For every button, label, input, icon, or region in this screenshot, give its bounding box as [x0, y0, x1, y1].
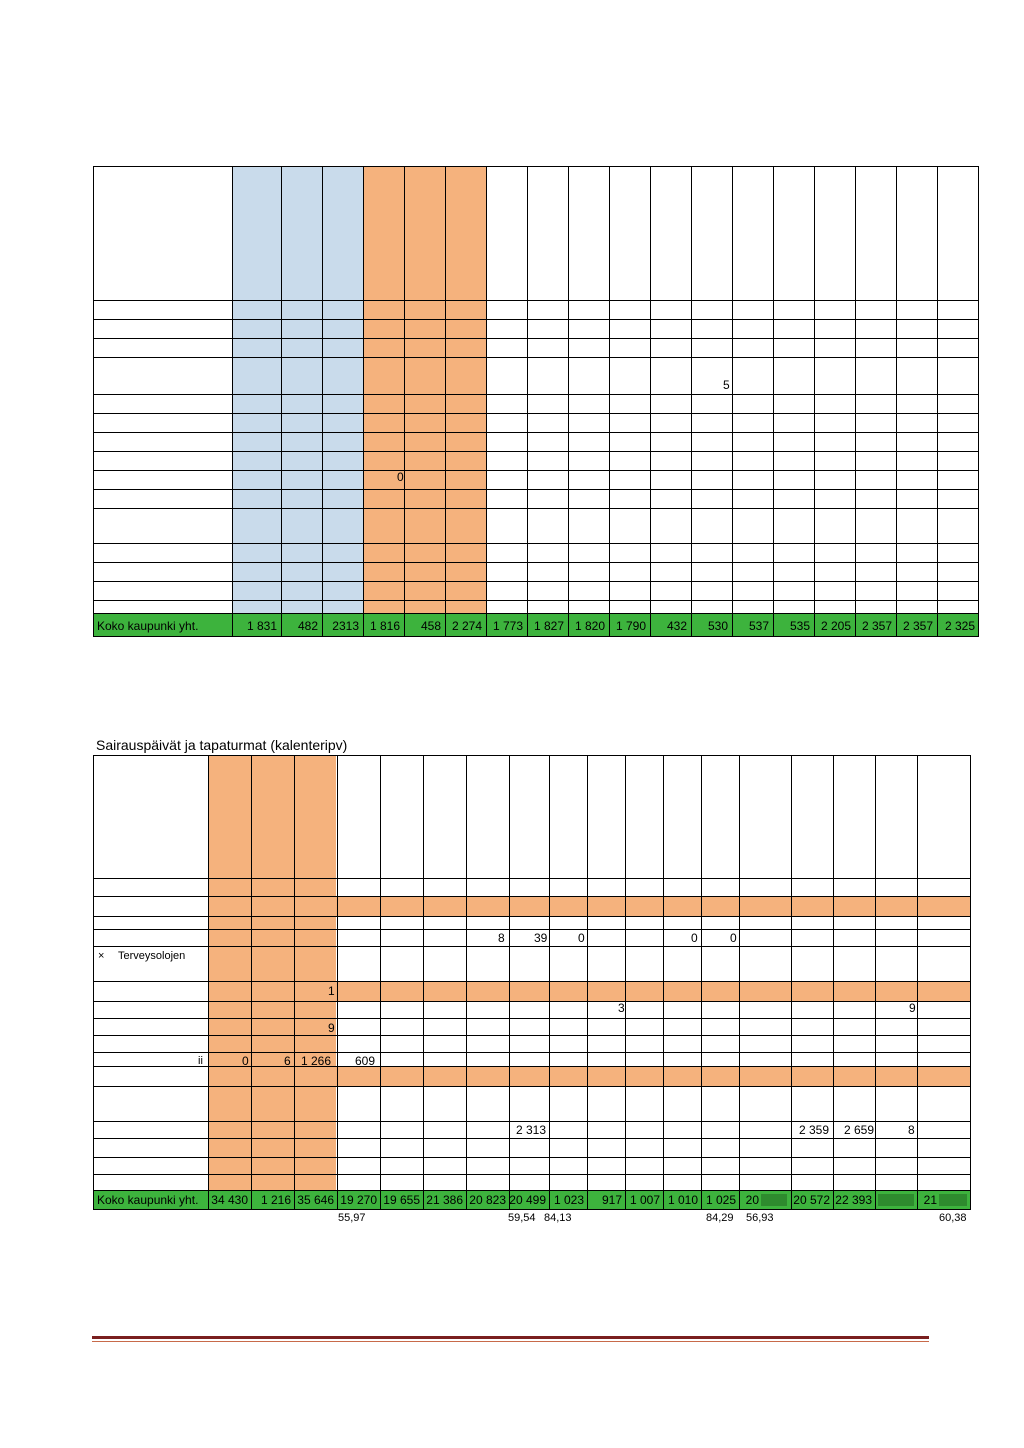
total-value: 35 646 — [297, 1193, 334, 1207]
redaction-mark — [878, 1194, 914, 1206]
cell-value: 0 — [242, 1054, 249, 1068]
cell-value: 1 — [328, 984, 335, 998]
total-value: 1 023 — [553, 1193, 584, 1207]
cell-value: 1 266 — [301, 1054, 332, 1068]
total-value: 1 831 — [246, 619, 277, 633]
cell-value: 0 — [397, 470, 404, 484]
percentage: 84,29 — [706, 1212, 734, 1224]
total-value: 1 820 — [574, 619, 605, 633]
total-value: 432 — [666, 619, 687, 633]
total-value: 34 430 — [211, 1193, 248, 1207]
footer-rule — [92, 1341, 929, 1342]
cell-value: 2 359 — [799, 1123, 830, 1137]
total-value: 2313 — [332, 619, 359, 633]
total-value: 537 — [748, 619, 769, 633]
total-value: 19 270 — [340, 1193, 377, 1207]
total-value: 21 — [923, 1193, 937, 1207]
total-value: 1 216 — [260, 1193, 291, 1207]
highlight-row — [208, 896, 970, 916]
highlight-row — [208, 981, 970, 1001]
row-label: Terveysolojen — [118, 950, 186, 962]
total-value: 1 007 — [629, 1193, 660, 1207]
percentage: 59,54 — [508, 1212, 536, 1224]
total-label: Koko kaupunki yht. — [97, 1193, 199, 1207]
total-label: Koko kaupunki yht. — [97, 619, 199, 633]
percentage: 55,97 — [338, 1212, 366, 1224]
total-value: 20 823 — [469, 1193, 506, 1207]
footer-rule — [92, 1336, 929, 1339]
total-value: 20 499 — [509, 1193, 546, 1207]
total-value: 1 827 — [533, 619, 564, 633]
percentage: 56,93 — [746, 1212, 774, 1224]
cell-value: 0 — [730, 931, 737, 945]
total-value: 20 572 — [793, 1193, 830, 1207]
total-value: 1 010 — [667, 1193, 698, 1207]
total-value: 1 790 — [615, 619, 646, 633]
percentage: 60,38 — [939, 1212, 967, 1224]
total-value: 2 205 — [820, 619, 851, 633]
sick-days-table — [93, 755, 971, 1210]
staff-table — [93, 166, 979, 637]
cell-value: 8 — [908, 1123, 915, 1137]
total-value: 2 274 — [451, 619, 482, 633]
total-value: 19 655 — [383, 1193, 420, 1207]
cell-value: 9 — [909, 1001, 916, 1015]
total-value: 1 025 — [705, 1193, 736, 1207]
total-value: 20 — [745, 1193, 759, 1207]
highlight-row — [208, 1066, 970, 1086]
table-title: Sairauspäivät ja tapaturmat (kalenteripv) — [96, 737, 348, 753]
cell-value: 9 — [328, 1021, 335, 1035]
redaction-mark — [761, 1194, 787, 1206]
blue-column-band — [232, 167, 363, 636]
cell-value: 0 — [578, 931, 585, 945]
total-value: 2 357 — [861, 619, 892, 633]
cell-value: 5 — [723, 378, 730, 392]
total-value: 2 357 — [902, 619, 933, 633]
total-value: 22 393 — [835, 1193, 872, 1207]
total-value: 482 — [297, 619, 318, 633]
cell-value: 6 — [284, 1054, 291, 1068]
cell-value: 2 313 — [516, 1123, 547, 1137]
redaction-mark — [939, 1194, 967, 1206]
percentage: 84,13 — [544, 1212, 572, 1224]
cell-value: 8 — [498, 931, 505, 945]
cell-value: 2 659 — [844, 1123, 875, 1137]
cell-value: 3 — [618, 1001, 625, 1015]
total-value: 2 325 — [944, 619, 975, 633]
cell-value: 0 — [691, 931, 698, 945]
total-value: 535 — [789, 619, 810, 633]
orange-column-band — [364, 167, 486, 636]
total-value: 917 — [601, 1193, 622, 1207]
total-value: 1 773 — [492, 619, 523, 633]
row-marker: × — [98, 950, 105, 962]
total-value: 1 816 — [369, 619, 400, 633]
row-marker: ii — [198, 1055, 203, 1067]
total-value: 21 386 — [426, 1193, 463, 1207]
cell-value: 609 — [355, 1054, 376, 1068]
cell-value: 39 — [534, 931, 548, 945]
total-value: 530 — [707, 619, 728, 633]
total-value: 458 — [420, 619, 441, 633]
